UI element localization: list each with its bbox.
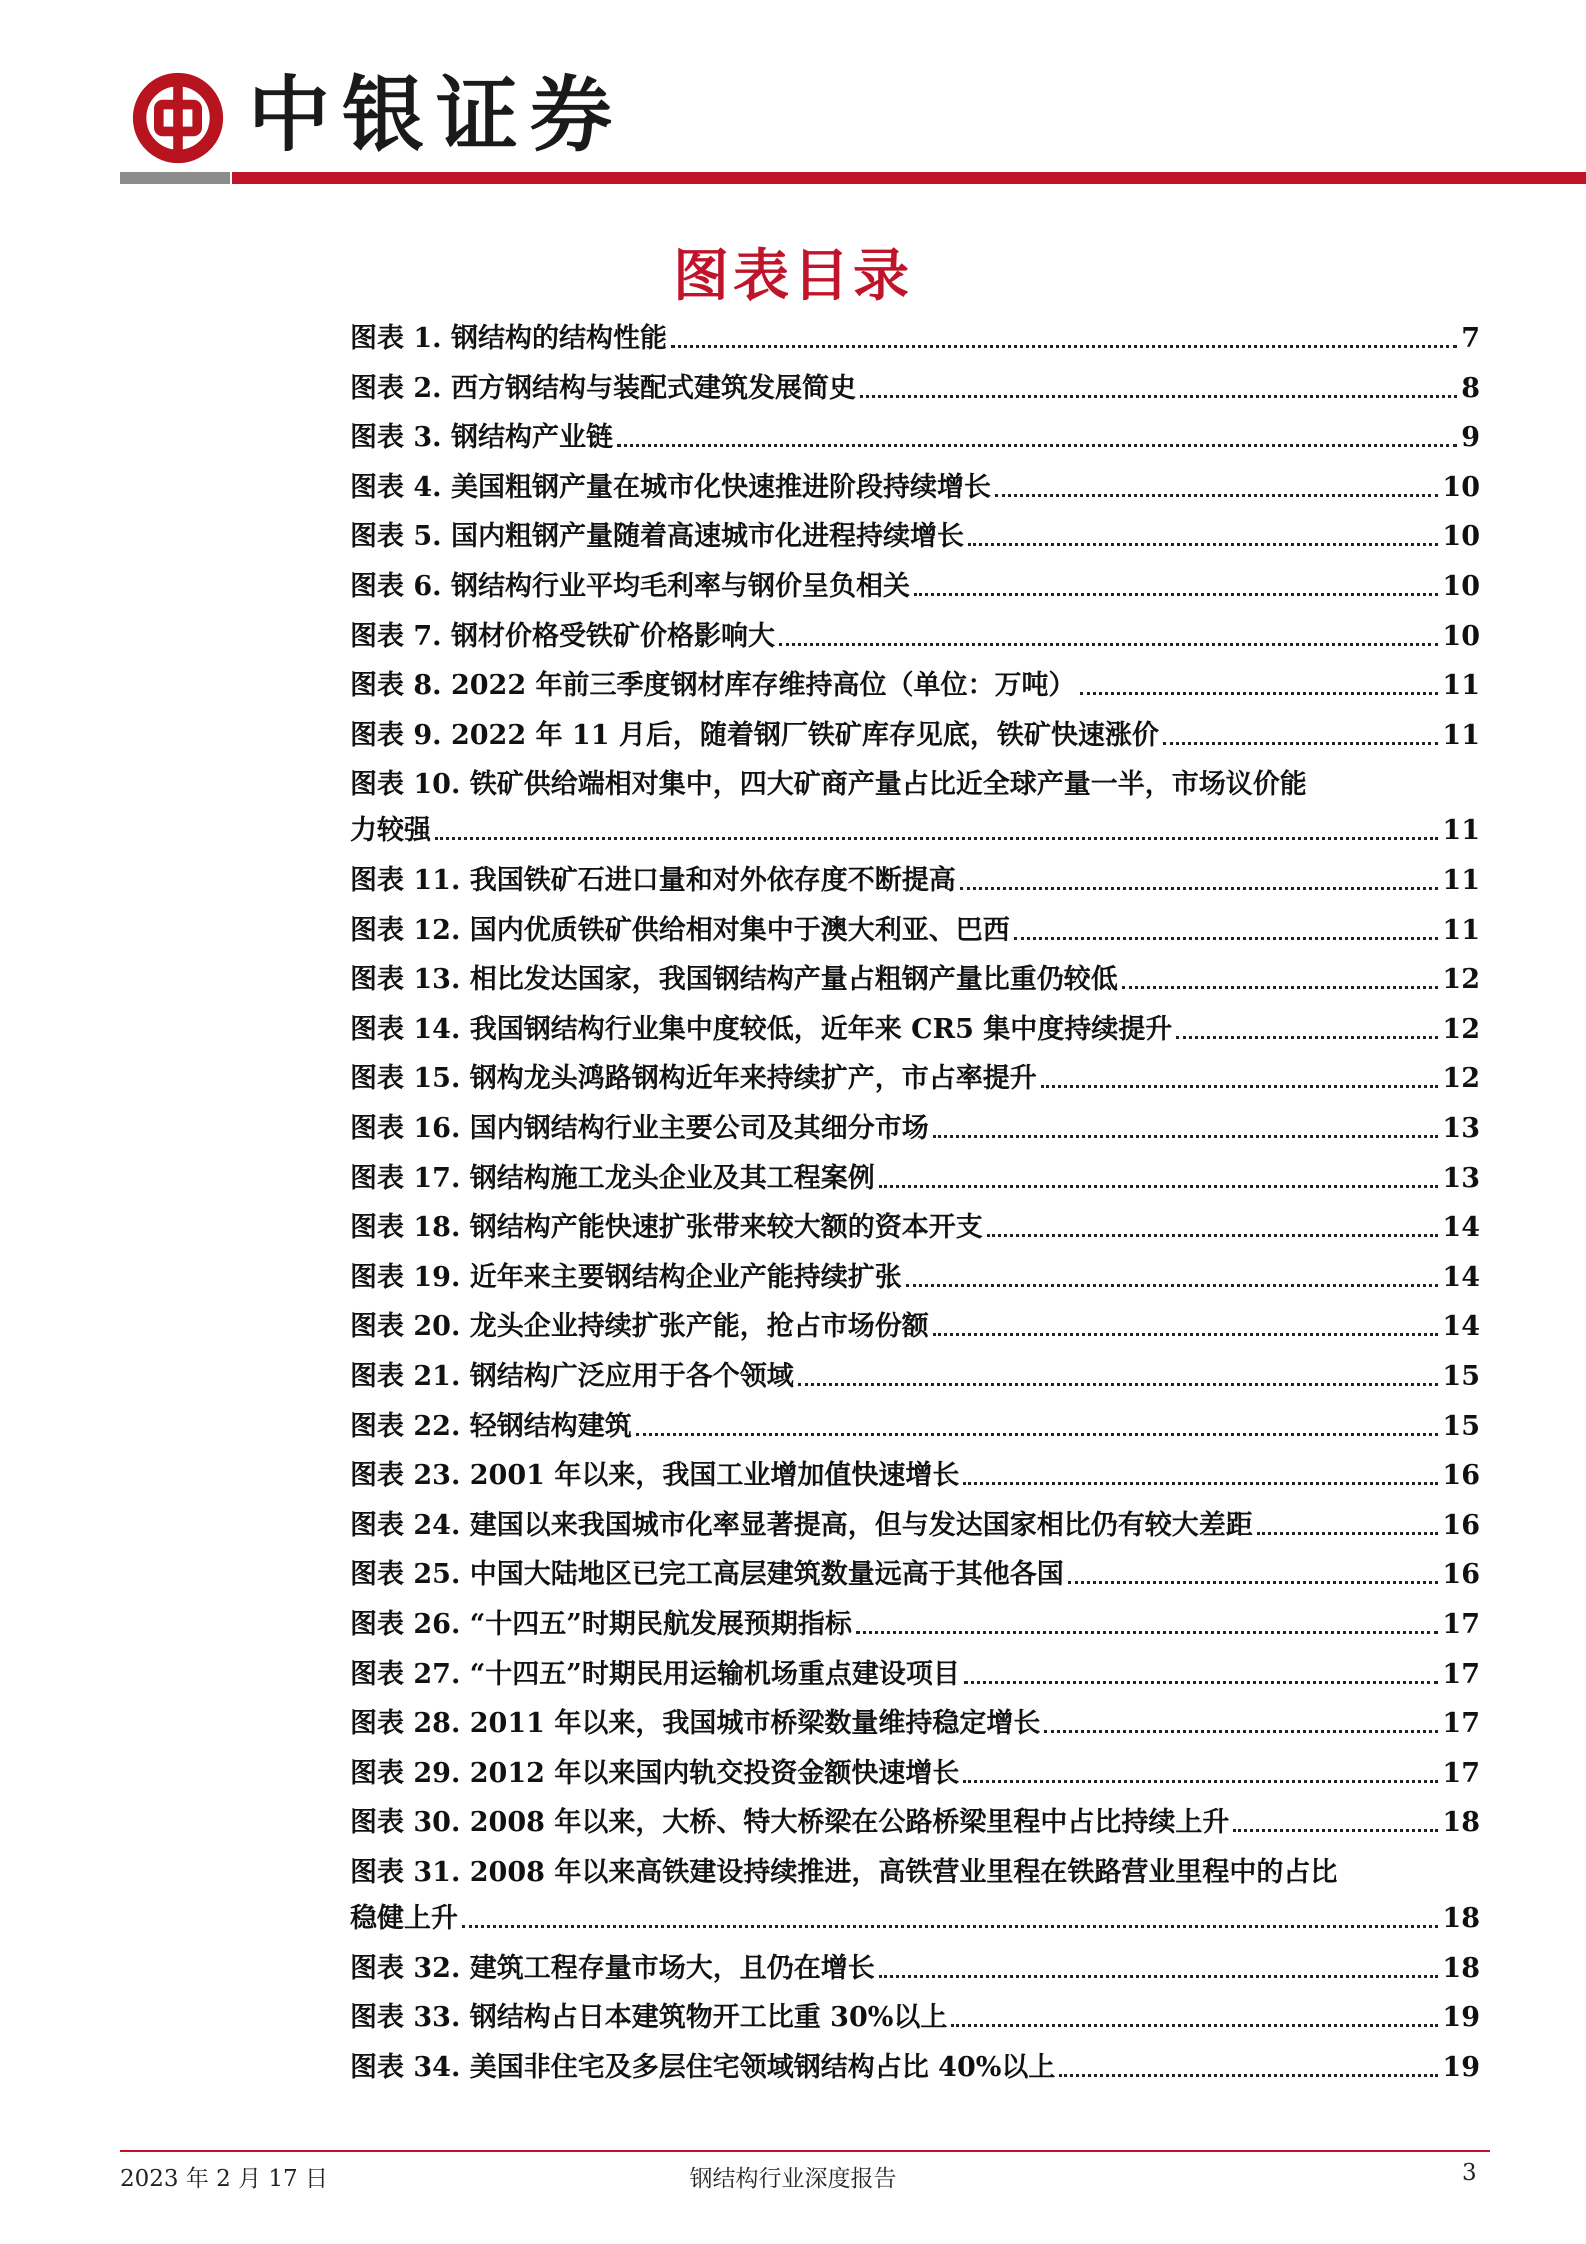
toc-entry-page: 9 [1461, 422, 1480, 454]
toc-dot-leader [960, 887, 1439, 890]
toc-entry-page: 18 [1442, 1903, 1480, 1934]
toc-entry[interactable] [350, 322, 1480, 356]
toc-dot-leader [906, 1284, 1439, 1287]
toc-dot-leader [856, 1631, 1439, 1634]
toc-entry-label: 图表 6. 钢结构行业平均毛利率与钢价呈负相关 [350, 571, 910, 602]
toc-dot-leader [964, 1681, 1439, 1684]
page-header [120, 58, 1490, 178]
toc-entry[interactable] [350, 372, 1480, 406]
toc-entry[interactable] [350, 1013, 1480, 1047]
toc-entry-page: 12 [1442, 964, 1480, 996]
toc-entry-page: 14 [1442, 1311, 1480, 1343]
toc-entry-label: 图表 14. 我国钢结构行业集中度较低，近年来 CR5 集中度持续提升 [350, 1013, 1173, 1045]
toc-entry[interactable] [350, 1856, 1480, 1936]
toc-entry-page: 17 [1442, 1708, 1480, 1740]
toc-entry[interactable] [350, 620, 1480, 654]
toc-entry[interactable] [350, 1211, 1480, 1245]
toc-dot-leader [1041, 1085, 1439, 1088]
toc-entry-page: 10 [1442, 521, 1480, 553]
toc-entry-label: 图表 2. 西方钢结构与装配式建筑发展简史 [350, 372, 856, 404]
toc-entry-page: 12 [1442, 1013, 1480, 1045]
toc-entry-page: 19 [1442, 2051, 1480, 2083]
toc-dot-leader [963, 1780, 1438, 1783]
toc-entry-label: 力较强 [350, 815, 431, 847]
toc-dot-leader [995, 494, 1438, 497]
toc-entry-label: 图表 33. 钢结构占日本建筑物开工比重 30%以上 [350, 2002, 948, 2034]
toc-entry[interactable] [350, 914, 1480, 948]
toc-entry-label: 图表 27. “十四五”时期民用运输机场重点建设项目 [350, 1658, 960, 1690]
toc-entry[interactable] [350, 1658, 1480, 1692]
toc-entry[interactable] [350, 471, 1480, 505]
toc-entry-label: 图表 25. 中国大陆地区已完工高层建筑数量远高于其他各国 [350, 1559, 1064, 1591]
toc-dot-leader [879, 1975, 1439, 1978]
toc-entry-page: 8 [1461, 372, 1480, 404]
toc-entry-label: 图表 34. 美国非住宅及多层住宅领域钢结构占比 40%以上 [350, 2051, 1056, 2083]
toc-dot-leader [462, 1925, 1438, 1928]
toc-entry[interactable] [350, 570, 1480, 604]
toc-entry-page: 10 [1442, 571, 1480, 602]
toc-entry[interactable] [350, 1806, 1480, 1840]
toc-entry-page: 13 [1442, 1113, 1480, 1144]
toc-entry-label: 图表 21. 钢结构广泛应用于各个领域 [350, 1361, 794, 1392]
toc-entry-page: 15 [1442, 1410, 1480, 1442]
toc-entry-page: 10 [1442, 620, 1480, 652]
toc-dot-leader [636, 1433, 1439, 1436]
toc-dot-leader [951, 2024, 1438, 2027]
toc-dot-leader [1059, 2074, 1438, 2077]
toc-dot-leader [1122, 986, 1439, 989]
footer-report-title: 钢结构行业深度报告 [689, 2166, 897, 2192]
toc-entry[interactable] [350, 768, 1480, 848]
toc-entry-label: 图表 29. 2012 年以来国内轨交投资金额快速增长 [350, 1757, 960, 1789]
toc-entry[interactable] [350, 520, 1480, 554]
toc-dot-leader [1176, 1036, 1438, 1039]
toc-entry[interactable] [350, 963, 1480, 997]
toc-entry-label-line1: 图表 31. 2008 年以来高铁建设持续推进，高铁营业里程在铁路营业里程中的占比 [350, 1857, 1338, 1888]
toc-entry-label: 图表 7. 钢材价格受铁矿价格影响大 [350, 620, 775, 652]
toc-entry-label: 图表 22. 轻钢结构建筑 [350, 1410, 632, 1442]
toc-dot-leader [1233, 1829, 1438, 1832]
toc-entry-label: 图表 3. 钢结构产业链 [350, 422, 613, 454]
toc-entry[interactable] [350, 1261, 1480, 1295]
footer-page-number: 3 [1462, 2160, 1477, 2186]
footer-date: 2023 年 2 月 17 日 [120, 2166, 328, 2192]
toc-dot-leader [1044, 1730, 1438, 1733]
toc-entry[interactable] [350, 1757, 1480, 1791]
footer-rule [120, 2150, 1490, 2152]
toc-entry-page: 17 [1442, 1658, 1480, 1690]
toc-entry[interactable] [350, 1707, 1480, 1741]
toc-entry[interactable] [350, 1112, 1480, 1146]
toc-entry-label: 图表 8. 2022 年前三季度钢材库存维持高位（单位：万吨） [350, 670, 1076, 702]
toc-entry[interactable] [350, 1360, 1480, 1394]
toc-dot-leader [671, 345, 1457, 348]
toc-entry-label: 图表 1. 钢结构的结构性能 [350, 323, 667, 354]
brand-name: 中银证券 [248, 68, 625, 163]
toc-entry[interactable] [350, 421, 1480, 455]
toc-entry-page: 11 [1442, 670, 1480, 702]
toc-entry-label: 图表 32. 建筑工程存量市场大，且仍在增长 [350, 1952, 875, 1984]
toc-dot-leader [879, 1185, 1439, 1188]
toc-dot-leader [779, 643, 1438, 646]
toc-dot-leader [1257, 1532, 1439, 1535]
toc-entry-page: 15 [1442, 1361, 1480, 1392]
toc-entry[interactable] [350, 1608, 1480, 1642]
toc-entry-label: 图表 17. 钢结构施工龙头企业及其工程案例 [350, 1162, 875, 1194]
toc-entry-page: 14 [1442, 1212, 1480, 1244]
toc-entry-label: 图表 30. 2008 年以来，大桥、特大桥梁在公路桥梁里程中占比持续上升 [350, 1807, 1230, 1839]
toc-entry-label: 图表 28. 2011 年以来，我国城市桥梁数量维持稳定增长 [350, 1708, 1041, 1740]
toc-entry-page: 12 [1442, 1063, 1480, 1095]
toc-entry[interactable] [350, 1558, 1480, 1592]
toc-entry-page: 16 [1442, 1559, 1480, 1591]
toc-entry-label: 图表 13. 相比发达国家，我国钢结构产量占粗钢产量比重仍较低 [350, 964, 1118, 996]
toc-entry-label: 图表 12. 国内优质铁矿供给相对集中于澳大利亚、巴西 [350, 914, 1010, 946]
toc-entry-page: 11 [1442, 719, 1480, 751]
toc-entry[interactable] [350, 2051, 1480, 2085]
toc-entry-page: 16 [1442, 1460, 1480, 1492]
toc-dot-leader [617, 444, 1457, 447]
toc-entry-label: 图表 23. 2001 年以来，我国工业增加值快速增长 [350, 1460, 960, 1492]
toc-entry-page: 18 [1442, 1807, 1480, 1839]
toc-entry-label: 图表 19. 近年来主要钢结构企业产能持续扩张 [350, 1261, 902, 1293]
toc-entry-label: 图表 18. 钢结构产能快速扩张带来较大额的资本开支 [350, 1212, 983, 1244]
toc-entry-page: 18 [1442, 1952, 1480, 1984]
toc-entry[interactable] [350, 1062, 1480, 1096]
header-rule-red [232, 172, 1586, 184]
toc-dot-leader [914, 593, 1438, 596]
toc-entry-label: 图表 16. 国内钢结构行业主要公司及其细分市场 [350, 1113, 929, 1144]
toc-entry-label: 图表 26. “十四五”时期民航发展预期指标 [350, 1609, 852, 1640]
toc-dot-leader [968, 543, 1438, 546]
toc-entry[interactable] [350, 1509, 1480, 1543]
toc-entry-label: 稳健上升 [350, 1903, 458, 1934]
toc-entry-page: 11 [1442, 865, 1480, 896]
toc-entry-page: 19 [1442, 2002, 1480, 2034]
toc-entry[interactable] [350, 1459, 1480, 1493]
toc-entry[interactable] [350, 1410, 1480, 1444]
toc-entry[interactable] [350, 1952, 1480, 1986]
toc-dot-leader [860, 395, 1457, 398]
toc-dot-leader [963, 1482, 1438, 1485]
toc-dot-leader [933, 1333, 1439, 1336]
toc-entry-page: 14 [1442, 1261, 1480, 1293]
toc-dot-leader [1068, 1581, 1439, 1584]
toc-dot-leader [1163, 742, 1439, 745]
toc-entry-page: 17 [1442, 1609, 1480, 1640]
toc-entry[interactable] [350, 864, 1480, 898]
toc-entry[interactable] [350, 1162, 1480, 1196]
toc-entry-label: 图表 5. 国内粗钢产量随着高速城市化进程持续增长 [350, 521, 964, 553]
toc-entry-label: 图表 20. 龙头企业持续扩张产能，抢占市场份额 [350, 1311, 929, 1343]
toc-entry-label-line1: 图表 10. 铁矿供给端相对集中，四大矿商产量占比近全球产量一半，市场议价能 [350, 769, 1307, 801]
toc-entry-page: 16 [1442, 1509, 1480, 1541]
toc-entry-page: 10 [1442, 471, 1480, 503]
toc-entry[interactable] [350, 2001, 1480, 2035]
toc-entry-label: 图表 9. 2022 年 11 月后，随着钢厂铁矿库存见底，铁矿快速涨价 [350, 719, 1159, 751]
toc-entry-page: 7 [1461, 323, 1480, 354]
toc-dot-leader [933, 1135, 1439, 1138]
toc-dot-leader [435, 837, 1438, 840]
toc-entry-page: 13 [1442, 1162, 1480, 1194]
bank-of-china-logo-icon [130, 70, 226, 166]
page-title: 图表目录 [673, 244, 913, 309]
toc-entry-label: 图表 24. 建国以来我国城市化率显著提高，但与发达国家相比仍有较大差距 [350, 1509, 1253, 1541]
toc-entry-label: 图表 15. 钢构龙头鸿路钢构近年来持续扩产，市占率提升 [350, 1063, 1037, 1095]
header-rule-gray [120, 172, 230, 184]
toc-entry-page: 17 [1442, 1757, 1480, 1789]
toc-dot-leader [987, 1234, 1439, 1237]
toc-dot-leader [798, 1383, 1439, 1386]
toc-entry[interactable] [350, 1310, 1480, 1344]
toc-entry[interactable] [350, 719, 1480, 753]
toc-entry-page: 11 [1442, 815, 1480, 847]
toc-entry-label: 图表 4. 美国粗钢产量在城市化快速推进阶段持续增长 [350, 471, 991, 503]
toc-entry[interactable] [350, 669, 1480, 703]
toc-dot-leader [1080, 692, 1439, 695]
toc-entry-page: 11 [1442, 914, 1480, 946]
toc-dot-leader [1014, 937, 1439, 940]
toc-entry-label: 图表 11. 我国铁矿石进口量和对外依存度不断提高 [350, 865, 956, 896]
